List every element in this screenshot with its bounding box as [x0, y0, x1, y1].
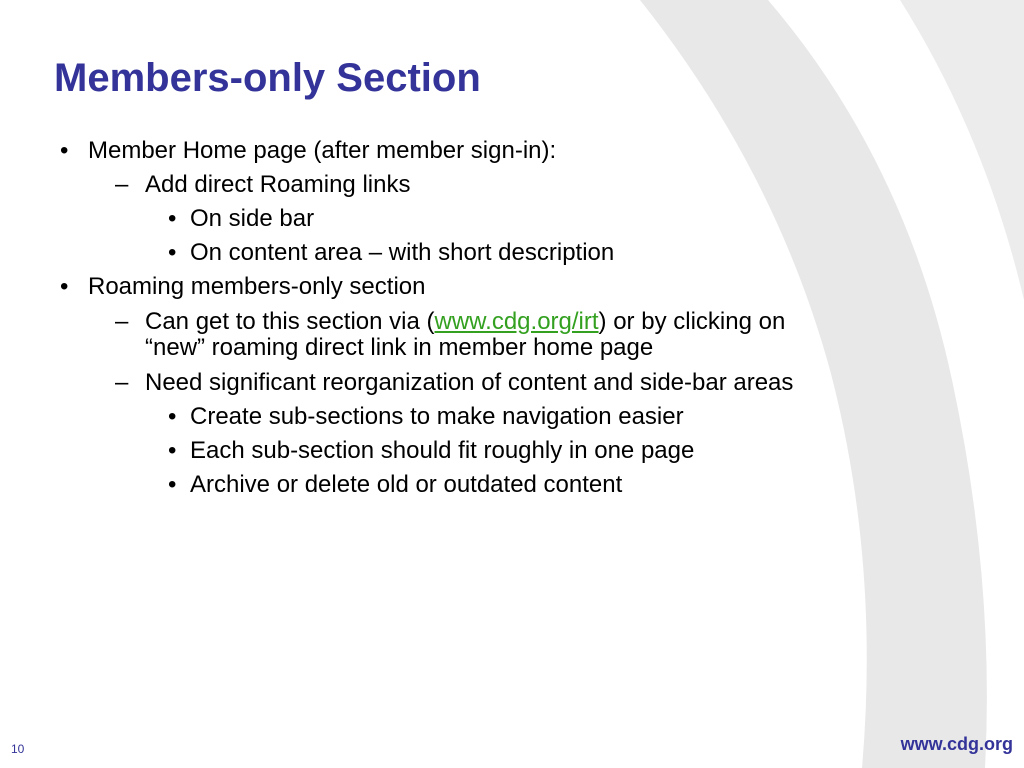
bullet-marker: • [168, 437, 177, 464]
bullet-marker: • [168, 471, 177, 498]
footer-url: www.cdg.org [900, 734, 1013, 754]
bullet-roaming-section: Roaming members-only section [88, 273, 426, 300]
bullet-marker: • [168, 205, 177, 232]
bullet-marker: • [60, 273, 69, 300]
bullet-marker: • [168, 239, 177, 266]
sub-bullet-add-roaming-links: Add direct Roaming links [145, 171, 411, 198]
bullet-member-home-page: Member Home page (after member sign-in): [88, 137, 557, 164]
bullet-marker: • [60, 137, 69, 164]
sub-sub-bullet-sub-sections: Create sub-sections to make navigation easier [190, 403, 684, 430]
irt-link[interactable]: www.cdg.org/irt [434, 308, 599, 335]
page-number: 10 [11, 742, 25, 756]
sub-sub-bullet-one-page: Each sub-section should fit roughly in one page [190, 437, 695, 464]
bullet-marker: • [168, 403, 177, 430]
sub-bullet-text-before-link: Can get to this section via ( [145, 308, 435, 335]
dash-marker: – [115, 308, 129, 335]
sub-sub-bullet-archive: Archive or delete old or outdated content [190, 471, 623, 498]
sub-bullet-continuation: “new” roaming direct link in member home page [145, 334, 654, 361]
sub-bullet-text-after-link: ) or by clicking on [598, 308, 786, 335]
sub-sub-bullet-side-bar: On side bar [190, 205, 315, 232]
sub-sub-bullet-content-area: On content area – with short description [190, 239, 615, 266]
dash-marker: – [115, 171, 129, 198]
sub-bullet-reorganization: Need significant reorganization of content and side-bar areas [145, 369, 794, 396]
dash-marker: – [115, 369, 129, 396]
slide-title: Members-only Section [54, 56, 481, 100]
sub-bullet-get-to-section [145, 308, 785, 335]
